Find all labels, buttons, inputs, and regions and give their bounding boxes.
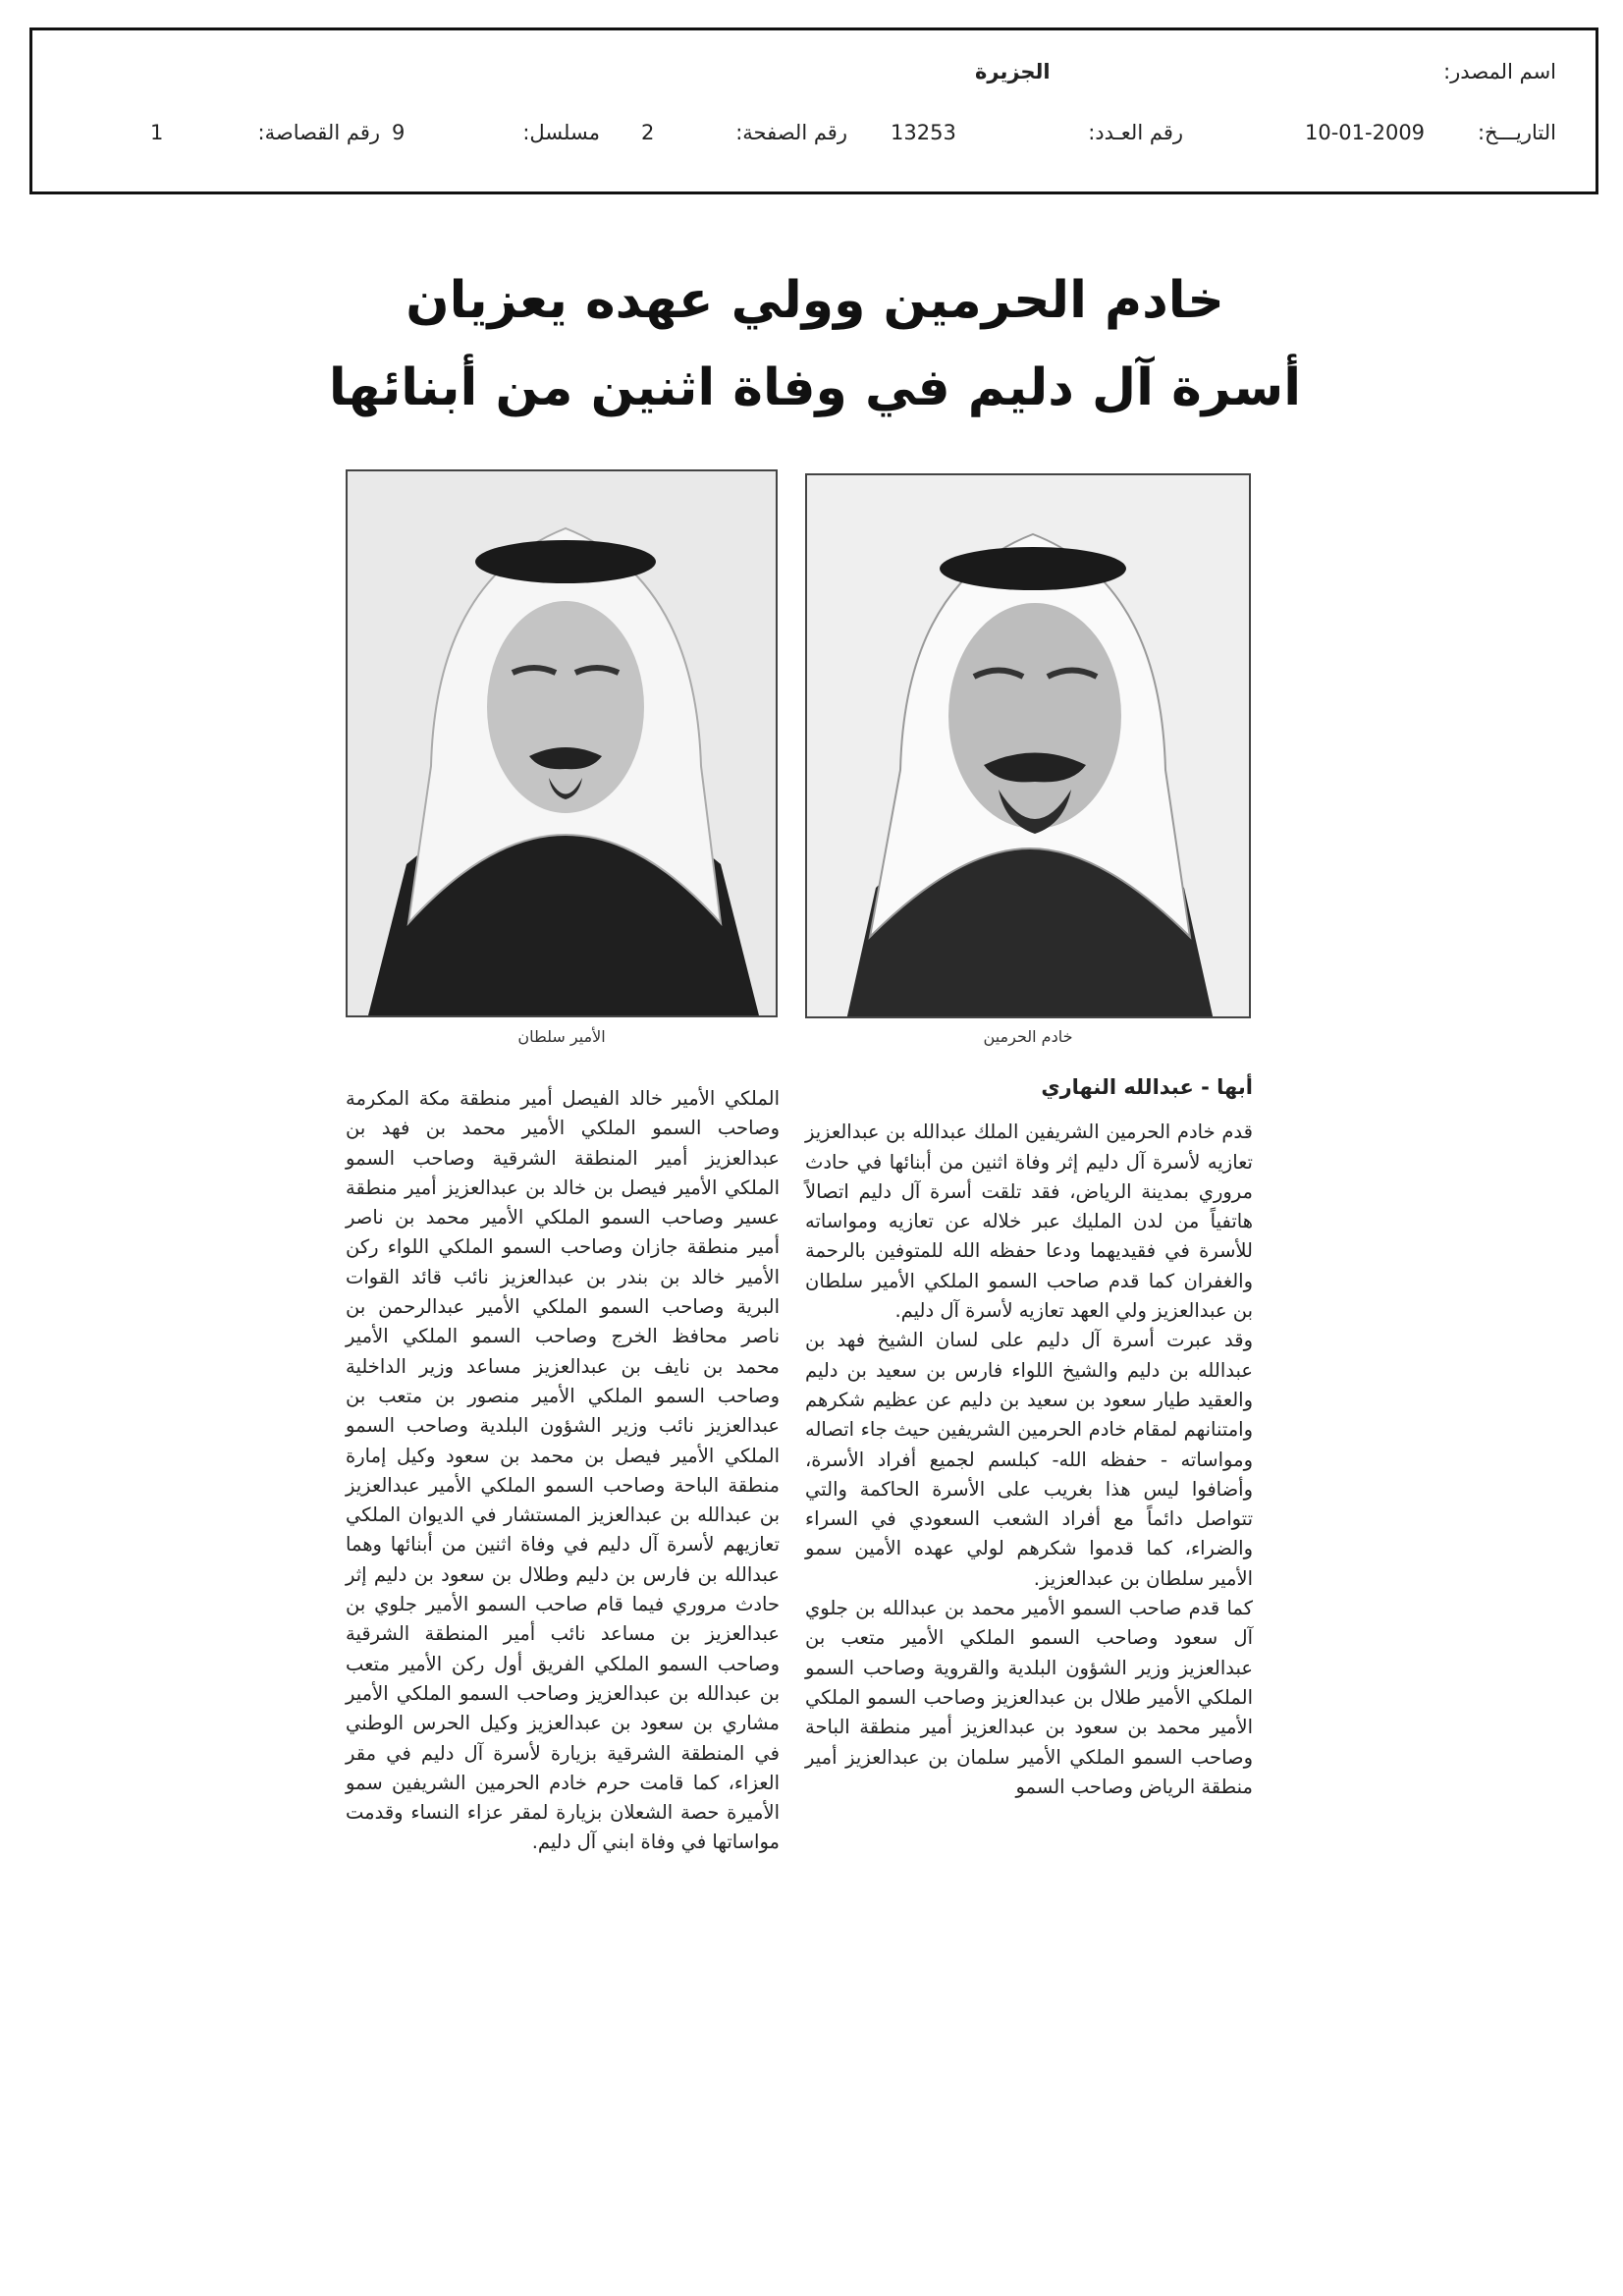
page-label: رقم الصفحة: [735,121,847,144]
clip-label: رقم القصاصة: [257,121,380,144]
headline-line-2: أسرة آل دليم في وفاة اثنين من أبنائها [328,358,1302,417]
serial-label: مسلسل: [522,121,600,144]
issue-label: رقم العـدد: [1088,121,1183,144]
page-value: 2 [641,121,655,144]
article-right-paragraph-1: قدم خادم الحرمين الشريفين الملك عبدالله بن عبدالعزيز تعازيه لأسرة آل دليم إثر وفاة اثنين من أبنائها في حادث مروري بمدينة الرياض، فقد تلقت أسرة آل دليم اتصالاً هاتفياً من لدن المليك عبر خلاله عن تعازيه ومواساته للأسرة في فقيديهما ودعا حفظه الله للمتوفين بالرحمة والغفران كما قدم صاحب السمو الملكي الأمير سلطان بن عبدالعزيز ولي العهد تعازيه لأسرة آل دليم. [805,1121,1253,1323]
article-byline: أبها - عبدالله النهاري [1041,1075,1253,1099]
article-right-paragraph-3: كما قدم صاحب السمو الأمير محمد بن عبدالله بن جلوي آل سعود وصاحب السمو الملكي الأمير متعب بن عبدالعزيز وزير الشؤون البلدية والقروية وصاحب السمو الملكي الأمير طلال بن عبدالعزيز وصاحب السمو الملكي الأمير محمد بن سعود بن عبدالعزيز أمير منطقة الباحة وصاحب السمو الملكي الأمير سلمان بن عبدالعزيز أمير منطقة الرياض وصاحب السمو [805,1597,1253,1798]
date-value: 10-01-2009 [1305,121,1426,144]
portrait-custodian-graphic [807,475,1251,1018]
serial-value: 9 [392,121,406,144]
source-value: الجزيرة [975,60,1051,83]
article-column-right [805,1072,1253,1802]
article-right-paragraph-2: وقد عبرت أسرة آل دليم على لسان الشيخ فهد بن عبدالله بن دليم والشيخ اللواء فارس بن سعيد بن دليم والعقيد طيار سعود بن سعيد بن دليم عن عظيم شكرهم وامتنانهم لمقام خادم الحرمين الشريفين حيث جاء اتصاله ومواساته - حفظه الله- كبلسم لجميع أفراد الأسرة، وأضافوا ليس هذا بغريب على الأسرة الحاكمة والتي تتواصل دائماً مع أفراد الشعب السعودي في السراء والضراء، كما قدموا شكرهم لولي عهده الأمين سمو الأمير سلطان بن عبدالعزيز. [805,1329,1253,1590]
photo-prince-sultan-caption: الأمير سلطان [517,1027,606,1046]
source-label: اسم المصدر: [1443,60,1556,83]
article-left-paragraph-1: الملكي الأمير خالد الفيصل أمير منطقة مكة المكرمة وصاحب السمو الملكي الأمير محمد بن فهد بن عبدالعزيز أمير المنطقة الشرقية وصاحب السمو الملكي الأمير فيصل بن خالد بن عبدالعزيز أمير منطقة عسير وصاحب السمو الملكي الأمير محمد بن ناصر أمير منطقة جازان وصاحب السمو الملكي اللواء ركن الأمير خالد بن بندر بن عبدالعزيز نائب قائد القوات البرية وصاحب السمو الملكي الأمير عبدالرحمن بن ناصر محافظ الخرج وصاحب السمو الملكي الأمير محمد بن نايف بن عبدالعزيز مساعد وزير الداخلية وصاحب السمو الملكي الأمير منصور بن متعب بن عبدالعزيز نائب وزير الشؤون البلدية وصاحب السمو الملكي الأمير فيصل بن محمد بن سعود وكيل إمارة منطقة الباحة وصاحب السمو الملكي الأمير عبدالعزيز بن عبدالله بن عبدالعزيز المستشار في الديوان الملكي تعازيهم لأسرة آل دليم في وفاة اثنين من أبنائها وهما عبدالله بن فارس بن دليم وطلال بن سعود بن دليم إثر حادث مروري فيما قام صاحب السمو الأمير جلوي بن عبدالعزيز بن مساعد نائب أمير المنطقة الشرقية وصاحب السمو الملكي الفريق أول ركن الأمير متعب بن عبدالله بن عبدالعزيز وصاحب السمو الملكي الأمير مشاري بن سعود بن عبدالعزيز وكيل الحرس الوطني في المنطقة الشرقية بزيارة لأسرة آل دليم في مقر العزاء، كما قامت حرم خادم الحرمين الشريفين سمو الأميرة حصة الشعلان بزيارة لمقر عزاء النساء وقدمت مواساتها في وفاة ابني آل دليم. [346,1087,780,1854]
issue-value: 13253 [891,121,956,144]
clipping-header-box [29,27,1598,194]
date-label: التاريـــخ: [1477,121,1556,144]
photo-prince-sultan [346,469,778,1017]
article-column-left [346,1084,780,1858]
photo-custodian-caption: خادم الحرمين [983,1027,1073,1046]
photo-custodian [805,473,1251,1018]
clip-value: 1 [150,121,164,144]
headline-line-1: خادم الحرمين وولي عهده يعزيان [406,271,1224,330]
portrait-prince-sultan-graphic [348,471,778,1017]
